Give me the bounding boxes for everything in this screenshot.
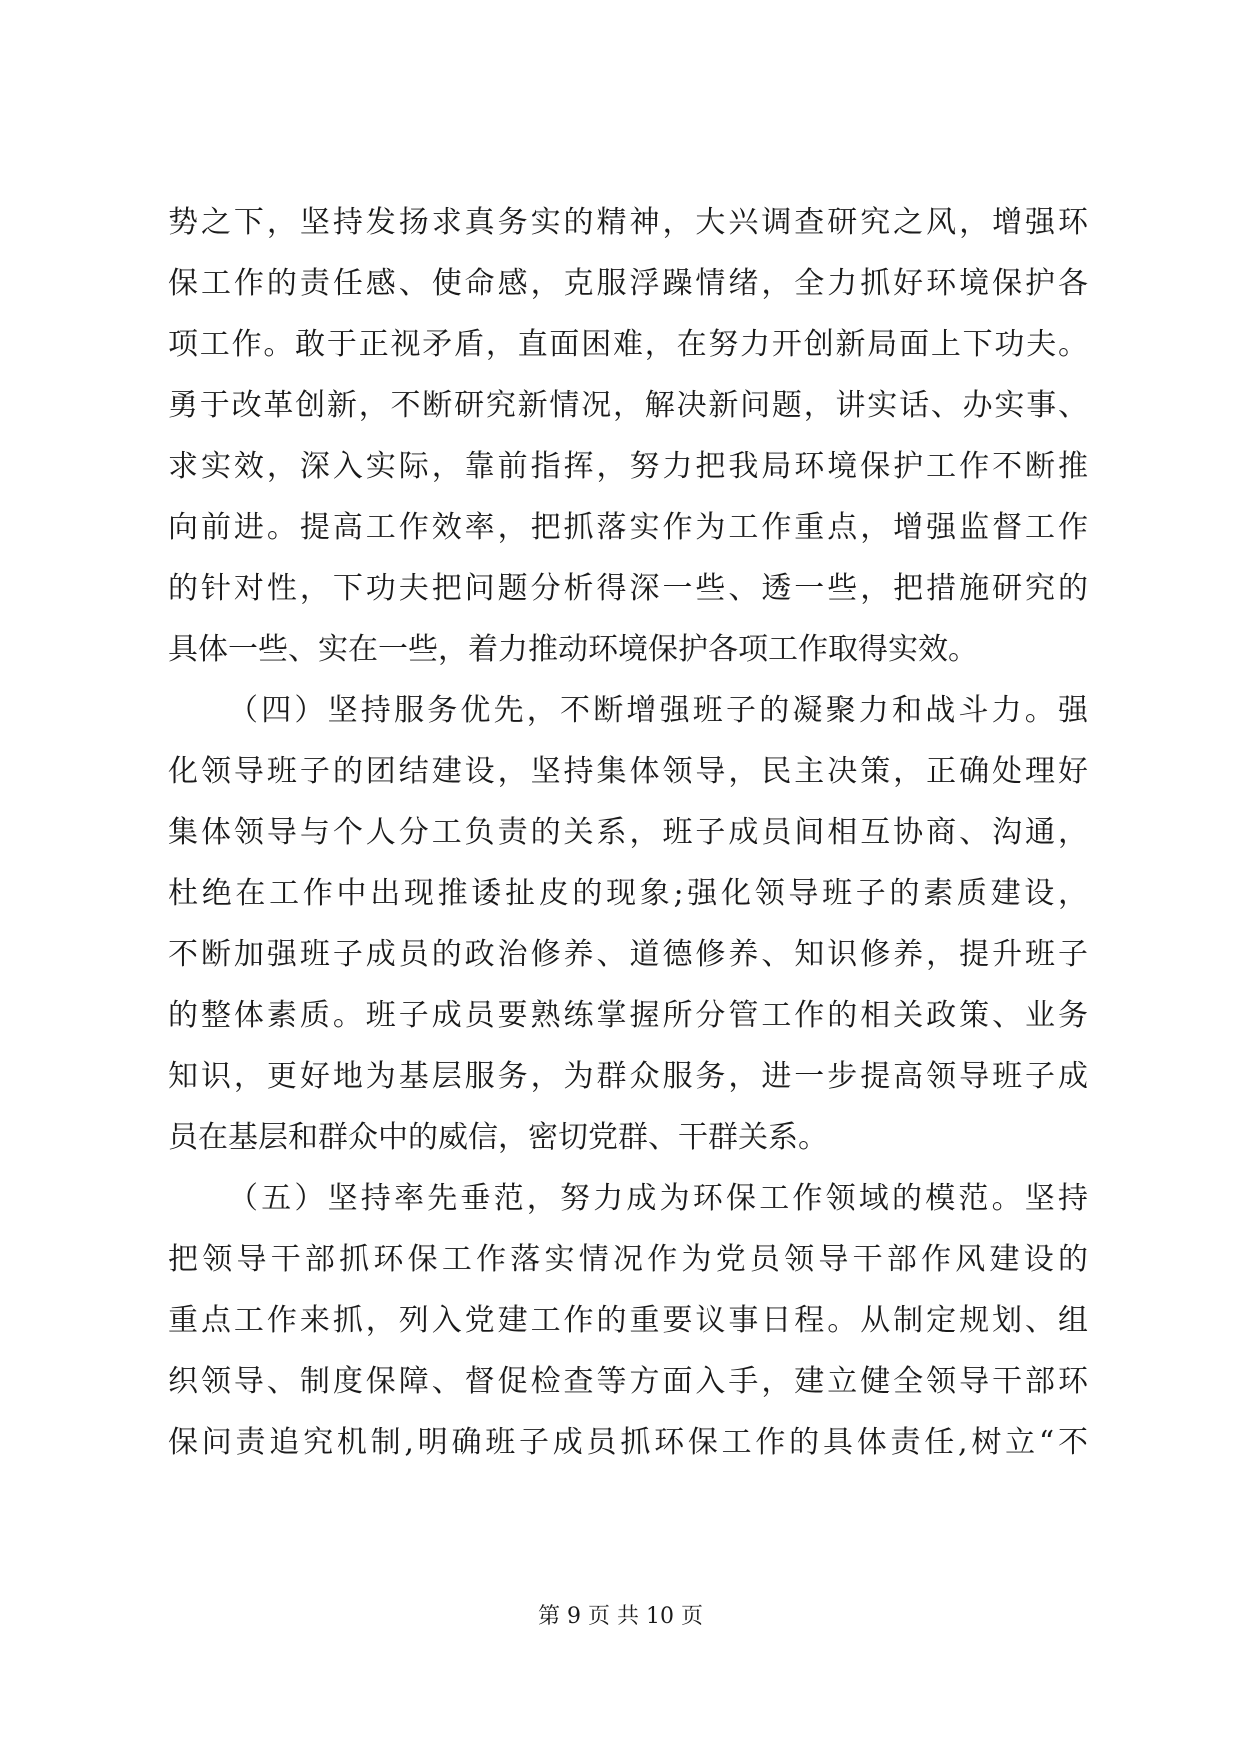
body-text-line: 把领导干部抓环保工作落实情况作为党员领导干部作风建设的 (168, 1242, 1088, 1277)
body-text-line: 向前进。提高工作效率，把抓落实作为工作重点，增强监督工作 (168, 510, 1088, 545)
body-text-line: 保问责追究机制,明确班子成员抓环保工作的具体责任,树立“不 (168, 1425, 1088, 1460)
body-text-line: 员在基层和群众中的威信，密切党群、干群关系。 (168, 1120, 828, 1155)
body-text-line: 保工作的责任感、使命感，克服浮躁情绪，全力抓好环境保护各 (168, 266, 1088, 301)
body-text-line: 势之下，坚持发扬求真务实的精神，大兴调查研究之风，增强环 (168, 205, 1088, 240)
body-text-line: 的针对性，下功夫把问题分析得深一些、透一些，把措施研究的 (168, 571, 1088, 606)
body-text-line: 的整体素质。班子成员要熟练掌握所分管工作的相关政策、业务 (168, 998, 1088, 1033)
body-text-line: 知识，更好地为基层服务，为群众服务，进一步提高领导班子成 (168, 1059, 1088, 1094)
body-text-line: 项工作。敢于正视矛盾，直面困难，在努力开创新局面上下功夫。 (168, 327, 1088, 362)
paragraph-heading-5: （五）坚持率先垂范，努力成为环保工作领域的模范。坚持 (228, 1181, 1088, 1216)
body-text-line: 勇于改革创新，不断研究新情况，解决新问题，讲实话、办实事、 (168, 388, 1088, 423)
page-number-footer: 第 9 页 共 10 页 (538, 1604, 703, 1629)
body-text-line: 重点工作来抓，列入党建工作的重要议事日程。从制定规划、组 (168, 1303, 1088, 1338)
body-text-line: 织领导、制度保障、督促检查等方面入手，建立健全领导干部环 (168, 1364, 1088, 1399)
body-text-line: 杜绝在工作中出现推诿扯皮的现象;强化领导班子的素质建设， (168, 876, 1088, 911)
body-text-line: 不断加强班子成员的政治修养、道德修养、知识修养，提升班子 (168, 937, 1088, 972)
body-text-line: 求实效，深入实际，靠前指挥，努力把我局环境保护工作不断推 (168, 449, 1088, 484)
body-text-line: 化领导班子的团结建设，坚持集体领导，民主决策，正确处理好 (168, 754, 1088, 789)
body-text-line: 集体领导与个人分工负责的关系，班子成员间相互协商、沟通， (168, 815, 1088, 850)
paragraph-heading-4: （四）坚持服务优先，不断增强班子的凝聚力和战斗力。强 (228, 693, 1088, 728)
body-text-line: 具体一些、实在一些，着力推动环境保护各项工作取得实效。 (168, 632, 978, 667)
